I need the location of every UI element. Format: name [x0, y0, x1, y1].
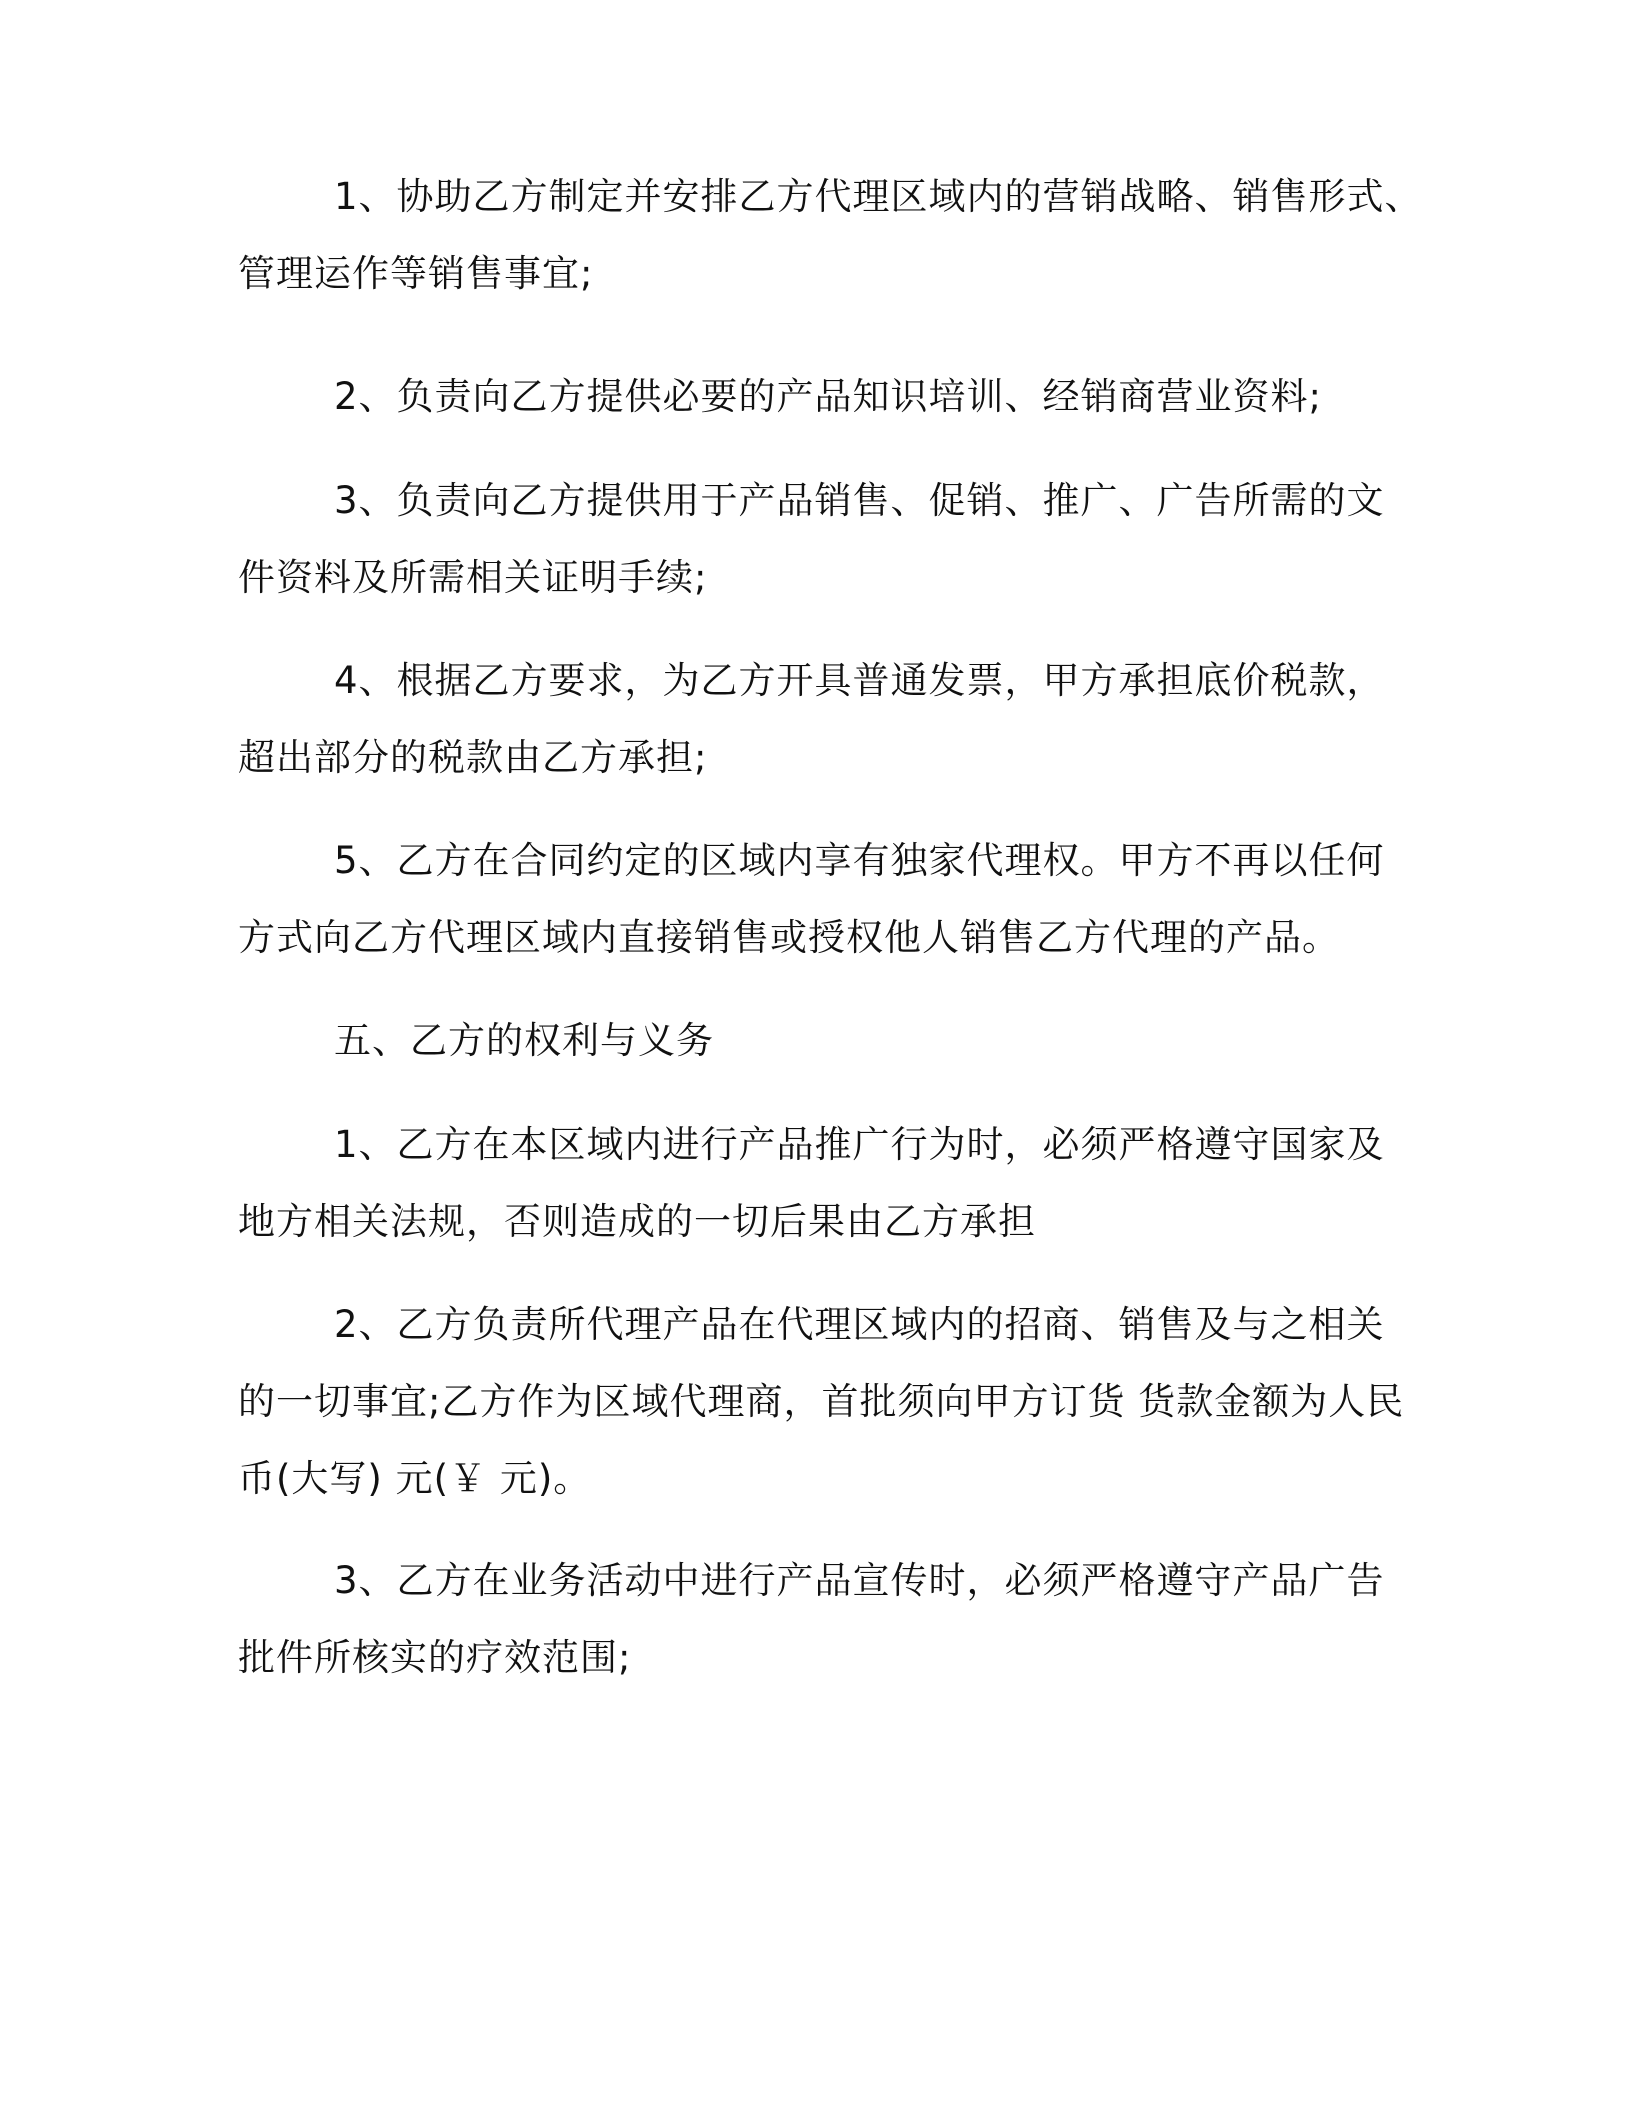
paragraph-party-a-duty-4: [238, 642, 1418, 796]
text-line: 方式向乙方代理区域内直接销售或授权他人销售乙方代理的产品。: [238, 916, 1340, 959]
text-line: 批件所核实的疗效范围;: [238, 1636, 632, 1679]
text-line: 2、负责向乙方提供必要的产品知识培训、经销商营业资料;: [334, 375, 1323, 418]
paragraph-party-a-duty-1: [238, 158, 1423, 312]
text-line: 1、协助乙方制定并安排乙方代理区域内的营销战略、销售形式、: [334, 175, 1423, 218]
text-line: 2、乙方负责所代理产品在代理区域内的招商、销售及与之相关: [334, 1303, 1385, 1346]
text-line: 1、乙方在本区域内进行产品推广行为时，必须严格遵守国家及: [334, 1123, 1385, 1166]
heading-line: 五、乙方的权利与义务: [334, 1019, 714, 1062]
paragraph-party-b-duty-2: [238, 1286, 1418, 1517]
text-line: 币(大写) 元(￥ 元)。: [238, 1457, 592, 1500]
text-line: 超出部分的税款由乙方承担;: [238, 736, 708, 779]
section-heading-party-b-rights: [238, 1002, 1418, 1079]
paragraph-party-a-duty-5: [238, 822, 1418, 976]
text-line: 的一切事宜;乙方作为区域代理商，首批须向甲方订货 货款金额为人民: [238, 1380, 1405, 1423]
text-line: 3、负责向乙方提供用于产品销售、促销、推广、广告所需的文: [334, 479, 1385, 522]
text-line: 5、乙方在合同约定的区域内享有独家代理权。甲方不再以任何: [334, 839, 1385, 882]
paragraph-party-a-duty-3: [238, 462, 1418, 616]
text-line: 3、乙方在业务活动中进行产品宣传时，必须严格遵守产品广告: [334, 1559, 1385, 1602]
paragraph-party-a-duty-2: [238, 358, 1418, 435]
text-line: 地方相关法规，否则造成的一切后果由乙方承担: [238, 1200, 1036, 1243]
text-line: 管理运作等销售事宜;: [238, 252, 594, 295]
paragraph-party-b-duty-1: [238, 1106, 1418, 1260]
text-line: 件资料及所需相关证明手续;: [238, 556, 708, 599]
text-line: 4、根据乙方要求，为乙方开具普通发票，甲方承担底价税款，: [334, 659, 1385, 702]
paragraph-party-b-duty-3: [238, 1542, 1418, 1696]
